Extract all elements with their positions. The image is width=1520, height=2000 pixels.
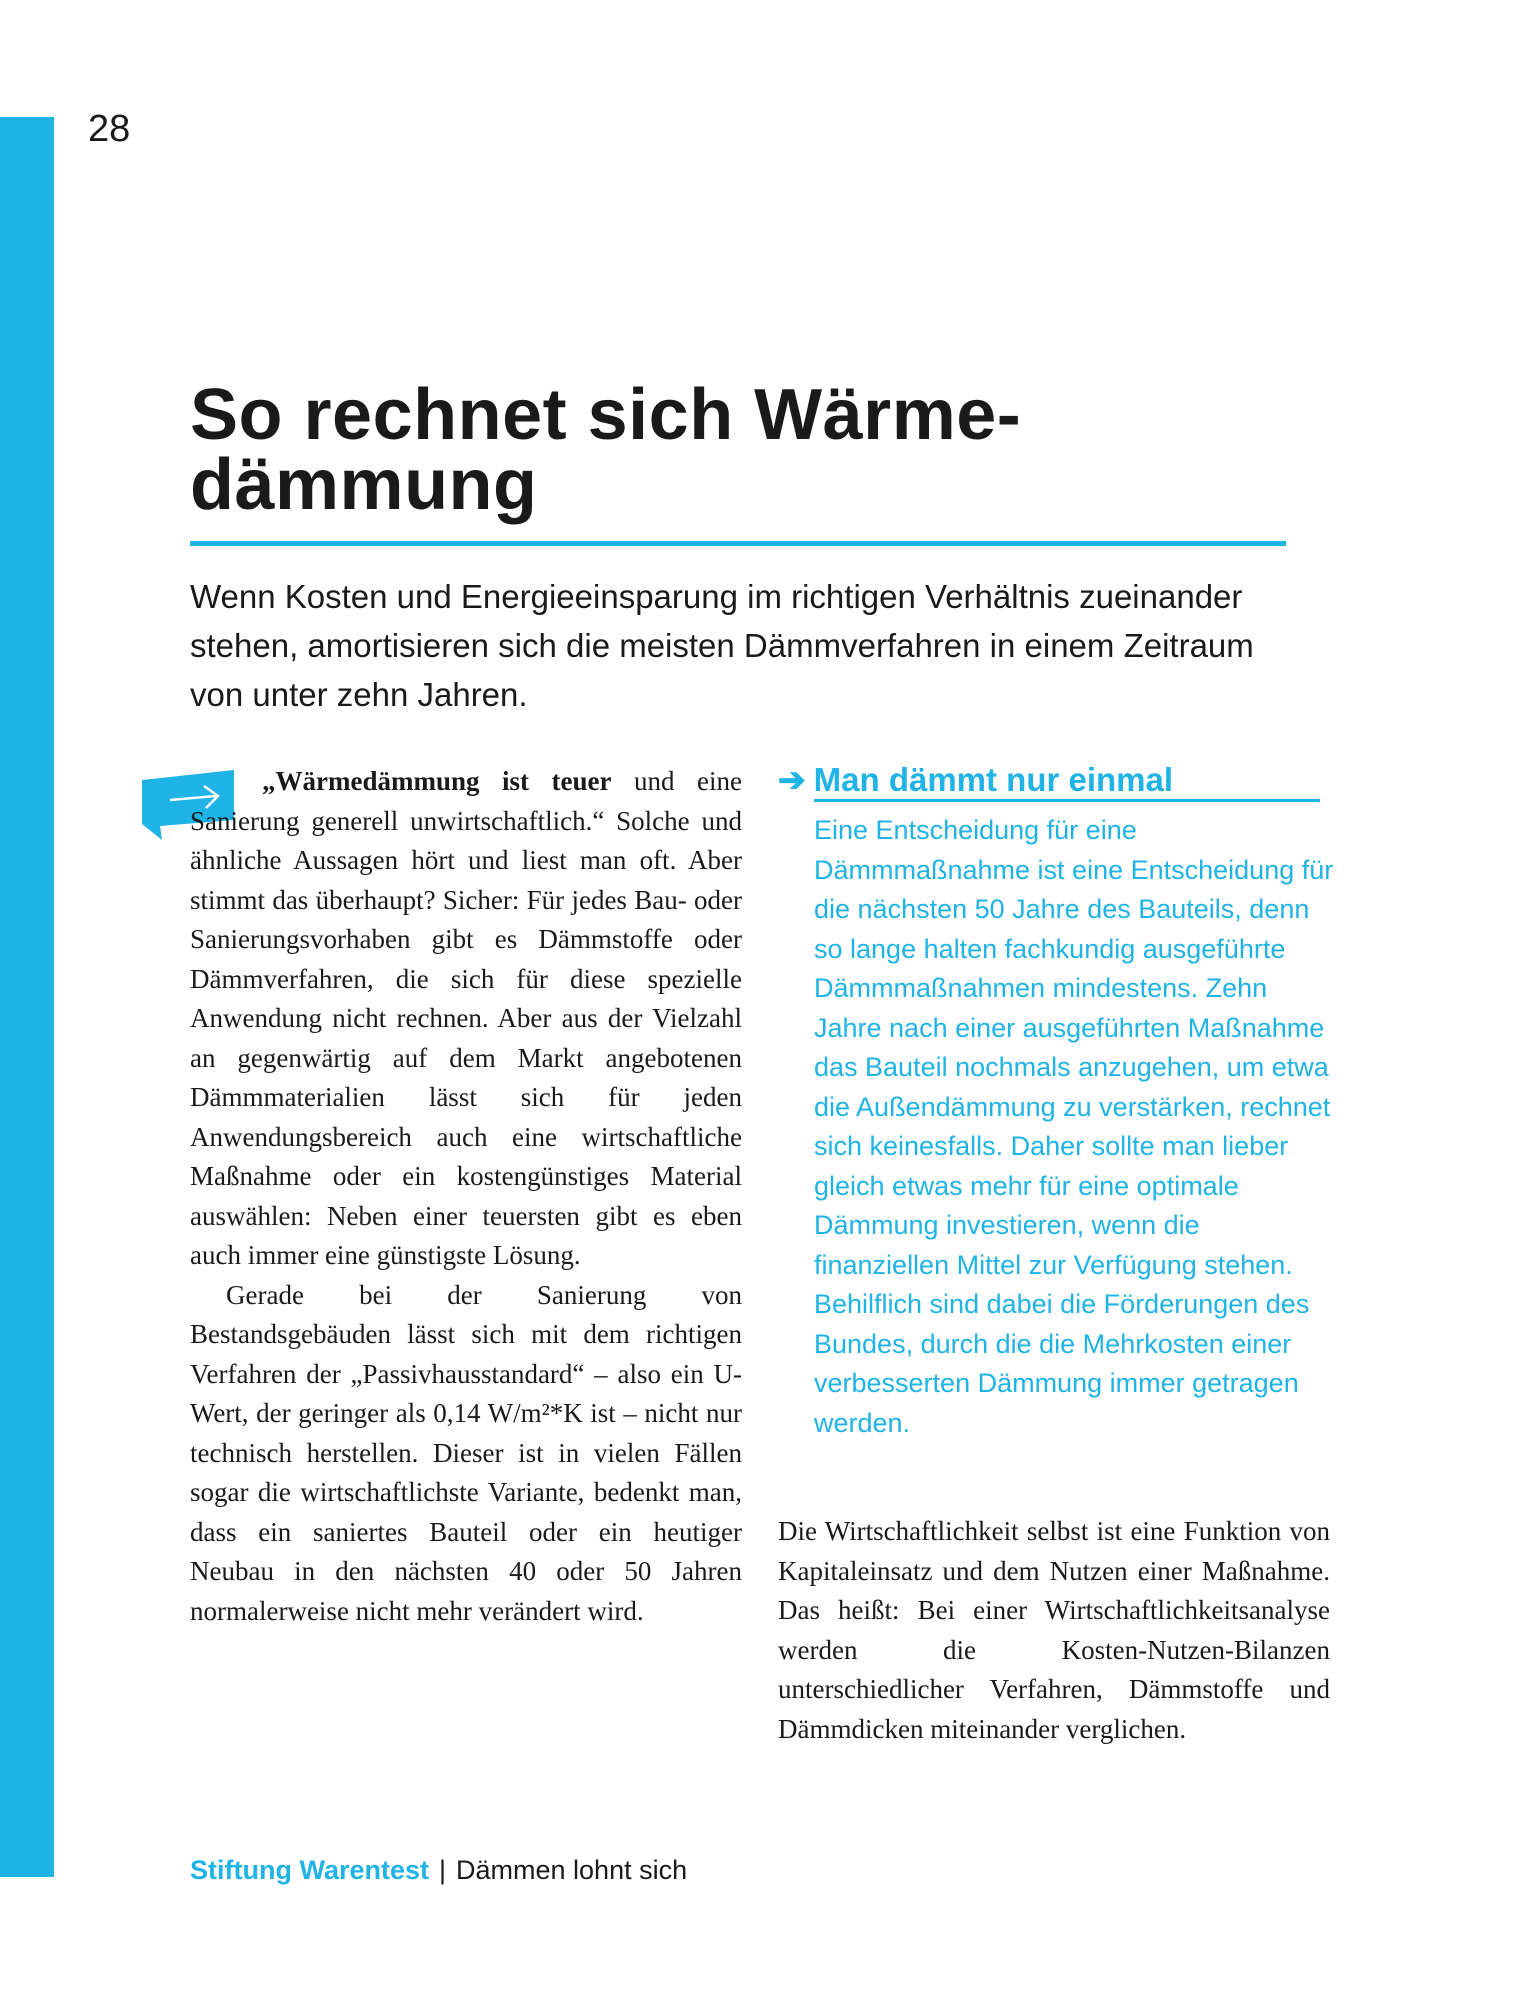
page-title: So rechnet sich Wärmedämmung (190, 375, 1021, 525)
chevron-arrow-icon: ➔ (778, 761, 806, 798)
left-paragraph-1-lead: „Wärmedämmung ist teuer (262, 766, 612, 796)
footer-brand: Stiftung Warentest (190, 1855, 429, 1885)
info-box-heading (778, 760, 1318, 799)
page-number: 28 (88, 108, 131, 150)
side-accent-bar (0, 117, 54, 1877)
footer-book-title: Dämmen lohnt sich (456, 1855, 688, 1885)
left-paragraph-1 (190, 762, 742, 1276)
info-box-body: Eine Entscheidung für eine Dämmmaßnahme ist eine Entscheidung für die nächsten 50 Jahre des Bauteils, denn so lange halten fachkundig ausgeführte Dämmmaßnahmen mindestens. Zehn Jahre nach einer ausgeführten Maßnahme das Bauteil nochmals anzugehen, um etwa die Außendämmung zu verstärken, rechnet sich keinesfalls. Daher sollte man lieber gleich etwas mehr für eine optimale Dämmung investieren, wenn die finanziellen Mittel zur Verfügung stehen. Behilflich sind dabei die Förderungen des Bundes, durch die die Mehrkosten einer verbesserten Dämmung immer getragen werden. (814, 815, 1334, 1438)
title-underline (190, 541, 1286, 546)
right-paragraph-1: Die Wirtschaftlichkeit selbst ist eine Funktion von Kapitaleinsatz und dem Nutzen einer Maßnahme. Das heißt: Bei einer Wirtschaftlichkeitsanalyse werden die Kosten-Nutzen-Bilanzen unterschiedlicher Verfahren, Dämmstoffe und Dämmdicken miteinander verglichen. (778, 1516, 1330, 1744)
left-column (190, 762, 742, 1631)
left-paragraph-2: Gerade bei der Sanierung von Bestandsgebäuden lässt sich mit dem richtigen Verfahren der „Passivhausstandard“ – also ein U-Wert, der geringer als 0,14 W/m²*K ist – nicht nur technisch herstellen. Dieser ist in vielen Fällen sogar die wirtschaftlichste Variante, bedenkt man, dass ein saniertes Bauteil oder ein heutiger Neubau in den nächsten 40 oder 50 Jahren normalerweise nicht mehr verändert wird. (190, 1279, 742, 1626)
info-box-heading-text: Man dämmt nur einmal (813, 761, 1174, 798)
info-box-underline (814, 799, 1320, 802)
footer (190, 1855, 687, 1886)
lead-paragraph: Wenn Kosten und Energieeinsparung im richtigen Verhältnis zueinander stehen, amortisieren sich die meisten Dämmverfahren in einem Zeitraum von unter zehn Jahren. (190, 578, 1254, 713)
left-paragraph-1-text: und eine Sanierung generell unwirtschaftlich.“ Solche und ähnliche Aussagen hört und liest man oft. Aber stimmt das überhaupt? Sicher: Für jedes Bau- oder Sanierungsvorhaben gibt es Dämmstoffe oder Dämmverfahren, die sich für diese spezielle Anwendung nicht rechnen. Aber aus der Vielzahl an gegenwärtig auf dem Markt angebotenen Dämmmaterialien lässt sich für jeden Anwendungsbereich auch eine wirtschaftliche Maßnahme oder ein kostengünstiges Material auswählen: Neben einer teuersten gibt es eben auch immer eine günstigste Lösung. (190, 766, 742, 1270)
footer-separator: | (439, 1855, 447, 1885)
